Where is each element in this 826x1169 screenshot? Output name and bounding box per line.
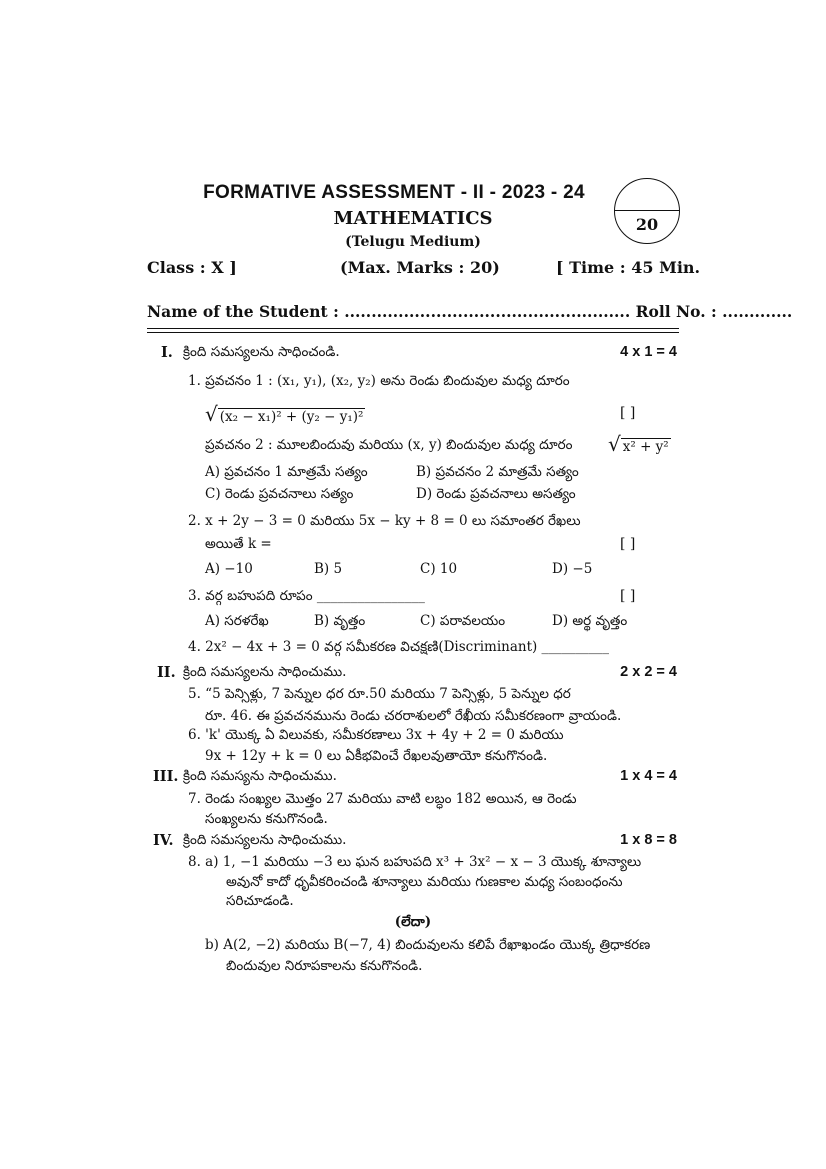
q1-option-b: B) ప్రవచనం 2 మాత్రమే సత్యం [416, 464, 579, 480]
q1-line2: ప్రవచనం 2 : మూలబిందువు మరియు (x, y) బిందువుల మధ్య దూరం [205, 437, 573, 453]
section-2-instruction: క్రింది సమస్యలను సాధించుము. [183, 664, 347, 680]
q3-line1: 3. వర్గ బహుపది రూపం ________________ [188, 588, 425, 604]
q2-option-d: D) −5 [552, 561, 593, 577]
divider-top [147, 328, 679, 329]
badge-total: 20 [635, 215, 659, 234]
student-name-line: Name of the Student : ..................................................... Roll No. : ............. [147, 302, 793, 321]
q2-answer-bracket: [ ] [620, 536, 636, 552]
q1-line1: 1. ప్రవచనం 1 : (x₁, y₁), (x₂, y₂) అను రెండు బిందువుల మధ్య దూరం [188, 373, 570, 389]
time-label: [ Time : 45 Min. [556, 258, 701, 277]
q3-option-a: A) సరళరేఖ [205, 613, 269, 629]
q8a-line3: సరిచూడండి. [226, 893, 294, 909]
q8b-line1: b) A(2, −2) మరియు B(−7, 4) బిందువులను కలిపే రేఖాఖండం యొక్క త్రిధాకరణ [205, 937, 651, 953]
section-2-num: II. [157, 664, 176, 681]
q1-formula: √ (x₂ − x₁)² + (y₂ − y₁)² [205, 402, 364, 426]
or-divider: (లేదా) [394, 914, 432, 930]
class-label: Class : X ] [147, 258, 237, 277]
q1-formula2-text: x² + y² [622, 439, 669, 455]
section-1-marks: 4 x 1 = 4 [620, 344, 677, 360]
q6-line1: 6. 'k' యొక్క ఏ విలువకు, సమీకరణాలు 3x + 4y + 2 = 0 మరియు [188, 727, 564, 743]
q3-answer-bracket: [ ] [620, 588, 636, 604]
section-1-num: I. [161, 344, 173, 361]
q8a-line1: 8. a) 1, −1 మరియు −3 లు ఘన బహుపది x³ + 3x² − x − 3 యొక్క శూన్యాలు [188, 854, 642, 870]
q1-option-c: C) రెండు ప్రవచనాలు సత్యం [205, 486, 354, 502]
q1-option-d: D) రెండు ప్రవచనాలు అసత్యం [416, 486, 576, 502]
max-marks-label: (Max. Marks : 20) [340, 258, 500, 277]
q1-option-a: A) ప్రవచనం 1 మాత్రమే సత్యం [205, 464, 368, 480]
q7-line1: 7. రెండు సంఖ్యల మొత్తం 27 మరియు వాటి లబ్ధం 182 అయిన, ఆ రెండు [188, 791, 577, 807]
medium-label: (Telugu Medium) [345, 234, 481, 250]
section-4-instruction: క్రింది సమస్యలను సాధించుము. [183, 832, 347, 848]
subject-title: MATHEMATICS [333, 208, 493, 229]
q2-option-a: A) −10 [205, 561, 253, 577]
q3-option-d: D) అర్థ వృత్తం [552, 613, 628, 629]
q1-formula-text: (x₂ − x₁)² + (y₂ − y₁)² [219, 409, 364, 425]
divider-bottom [147, 332, 679, 333]
marks-badge [614, 178, 680, 244]
q3-option-c: C) పరావలయం [420, 613, 506, 629]
section-3-num: III. [153, 768, 179, 785]
section-2-marks: 2 x 2 = 4 [620, 664, 677, 680]
q6-line2: 9x + 12y + k = 0 లు ఏకీభవించే రేఖలవుతాయో కనుగొనండి. [205, 748, 548, 764]
badge-divider [615, 210, 679, 211]
q5-line1: 5. “5 పెన్సిళ్లు, 7 పెన్నుల ధర రూ.50 మరియు 7 పెన్సిళ్లు, 5 పెన్నుల ధర [188, 686, 571, 702]
section-3-marks: 1 x 4 = 4 [620, 768, 677, 784]
section-3-instruction: క్రింది సమస్యను సాధించుము. [183, 768, 337, 784]
q2-line2: అయితే k = [205, 536, 272, 552]
q1-formula2: √ x² + y² [608, 432, 669, 456]
section-1-instruction: క్రింది సమస్యలను సాధించండి. [183, 344, 340, 360]
q5-line2: రూ. 46. ఈ ప్రవచనమును రెండు చరరాశులలో రేఖీయ సమీకరణంగా వ్రాయండి. [205, 708, 622, 724]
q7-line2: సంఖ్యలను కనుగొనండి. [205, 811, 328, 827]
q4-line1: 4. 2x² − 4x + 3 = 0 వర్గ సమీకరణ విచక్షణి(Discriminant) __________ [188, 639, 610, 655]
section-4-marks: 1 x 8 = 8 [620, 832, 677, 848]
q8b-line2: బిందువుల నిరూపకాలను కనుగొనండి. [226, 958, 423, 974]
q1-answer-bracket: [ ] [620, 405, 636, 421]
q2-option-b: B) 5 [314, 561, 343, 577]
q3-option-b: B) వృత్తం [314, 613, 366, 629]
q2-line1: 2. x + 2y − 3 = 0 మరియు 5x − ky + 8 = 0 లు సమాంతర రేఖలు [188, 513, 581, 529]
section-4-num: IV. [153, 832, 174, 849]
q8a-line2: అవునో కాదో ధృవీకరించండి శూన్యాలు మరియు గుణకాల మధ్య సంబంధంను [226, 874, 623, 890]
paper-title: FORMATIVE ASSESSMENT - II - 2023 - 24 [203, 182, 585, 203]
q2-option-c: C) 10 [420, 561, 458, 577]
